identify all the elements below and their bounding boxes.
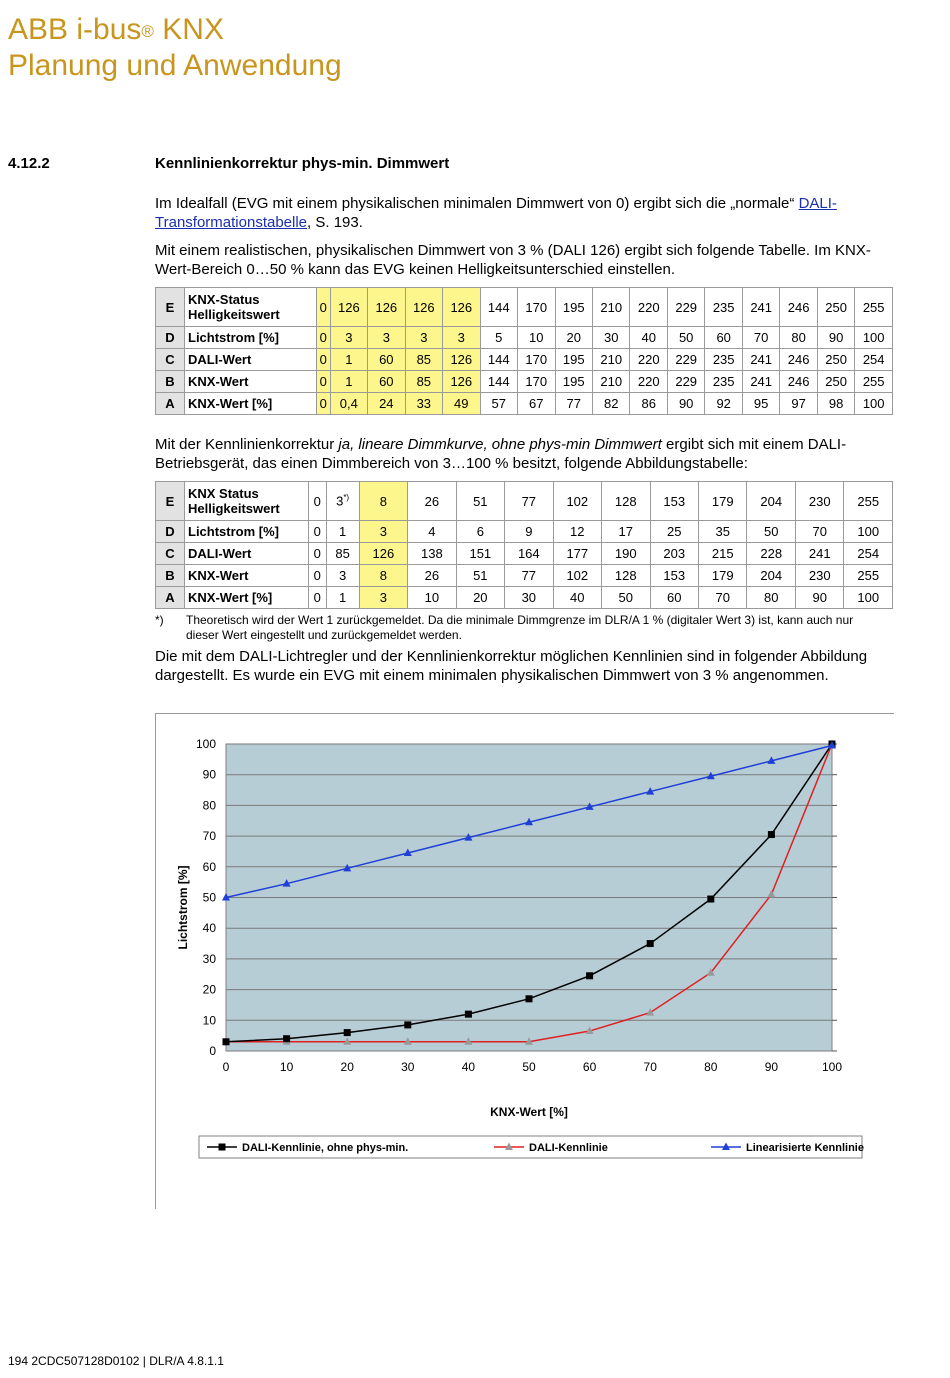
row-key: D — [156, 521, 185, 543]
table-cell: 128 — [602, 565, 650, 587]
table-cell: 250 — [817, 288, 854, 327]
row-label: KNX-Wert — [185, 565, 309, 587]
table-cell: 90 — [667, 393, 704, 415]
table-cell: 195 — [555, 349, 592, 371]
data-point — [526, 995, 533, 1002]
y-axis-label: Lichtstrom [%] — [176, 865, 190, 950]
table-cell: 3 — [368, 327, 405, 349]
y-tick-label: 40 — [202, 921, 216, 936]
table-cell: 57 — [480, 393, 517, 415]
table-cell: 246 — [780, 349, 817, 371]
table-cell: 20 — [555, 327, 592, 349]
data-point — [768, 831, 775, 838]
table-cell: 153 — [650, 482, 698, 521]
row-label: Lichtstrom [%] — [185, 327, 317, 349]
table-cell: 8 — [359, 482, 407, 521]
line-chart — [156, 714, 894, 1209]
table-cell: 220 — [630, 349, 667, 371]
table-cell: 126 — [405, 288, 442, 327]
header-subtitle: Planung und Anwendung — [8, 49, 342, 82]
table-cell: 3 — [359, 521, 407, 543]
row-label: KNX Status Helligkeitswert — [185, 482, 309, 521]
table-cell: 35 — [699, 521, 747, 543]
table-cell: 3 — [326, 565, 359, 587]
data-point — [586, 972, 593, 979]
table-cell: 230 — [795, 482, 843, 521]
table-cell: 250 — [817, 371, 854, 393]
table-cell: 229 — [667, 288, 704, 327]
table-row — [156, 371, 893, 393]
row-label: KNX-Status Helligkeitswert — [185, 288, 317, 327]
table-cell: 1 — [330, 371, 367, 393]
table-cell: 3 — [330, 327, 367, 349]
table-cell: 40 — [630, 327, 667, 349]
table-cell: 195 — [555, 371, 592, 393]
row-label: KNX-Wert [%] — [185, 393, 317, 415]
table-cell: 210 — [592, 371, 629, 393]
data-point — [707, 896, 714, 903]
table-cell: 210 — [592, 288, 629, 327]
table-cell: 241 — [742, 371, 779, 393]
table-row — [156, 288, 893, 327]
table-cell: 60 — [368, 349, 405, 371]
table-cell: 144 — [480, 349, 517, 371]
table-cell: 255 — [844, 565, 893, 587]
data-point — [223, 1038, 230, 1045]
section-title: Kennlinienkorrektur phys-min. Dimmwert — [155, 155, 450, 172]
legend-label: Linearisierte Kennlinie — [746, 1142, 864, 1154]
table-cell: 138 — [408, 543, 456, 565]
table-cell: 255 — [855, 371, 893, 393]
table-cell: 85 — [405, 371, 442, 393]
table-cell: 10 — [518, 327, 555, 349]
footnote-mark: *) — [155, 613, 164, 627]
table-cell: 204 — [747, 565, 795, 587]
table-cell: 179 — [699, 482, 747, 521]
table-cell: 250 — [817, 349, 854, 371]
table-cell: 80 — [747, 587, 795, 609]
legend-label: DALI-Kennlinie, ohne phys-min. — [242, 1142, 409, 1154]
table-cell: 228 — [747, 543, 795, 565]
table-cell: 229 — [667, 371, 704, 393]
row-key: C — [156, 543, 185, 565]
header-brand: ABB i-bus® KNX — [8, 13, 224, 46]
table-cell: 0 — [317, 371, 331, 393]
table-cell: 3 — [405, 327, 442, 349]
table-cell: 85 — [326, 543, 359, 565]
table-cell: 33 — [405, 393, 442, 415]
table-cell: 144 — [480, 371, 517, 393]
table-cell: 144 — [480, 288, 517, 327]
table-cell: 86 — [630, 393, 667, 415]
table-cell: 100 — [844, 587, 893, 609]
row-label: DALI-Wert — [185, 543, 309, 565]
table-row — [156, 393, 893, 415]
paragraph-intro: Im Idealfall (EVG mit einem physikalischen minimalen Dimmwert von 0) ergibt sich die „normale“ DALI-Transformationstabelle, S. 193. — [155, 195, 837, 231]
table-row — [156, 587, 893, 609]
table-cell: 195 — [555, 288, 592, 327]
table-cell: 80 — [780, 327, 817, 349]
table-cell: 26 — [408, 565, 456, 587]
table-cell: 0 — [309, 587, 327, 609]
row-key: E — [156, 482, 185, 521]
paragraph-realistic: Mit einem realistischen, physikalischen Dimmwert von 3 % (DALI 126) ergibt sich folgende Tabelle. Im KNX-Wert-Bereich 0…50 % kann das EVG keinen Helligkeitsunterschied einstellen. — [155, 242, 871, 278]
table-cell: 67 — [518, 393, 555, 415]
legend-marker — [219, 1144, 226, 1151]
table-cell: 126 — [368, 288, 405, 327]
y-tick-label: 90 — [202, 767, 216, 782]
table-cell: 215 — [699, 543, 747, 565]
table-cell: 97 — [780, 393, 817, 415]
table-cell: 151 — [456, 543, 504, 565]
table-cell: 30 — [505, 587, 553, 609]
table-cell: 3 — [443, 327, 480, 349]
table-cell: 177 — [553, 543, 601, 565]
y-tick-label: 100 — [195, 737, 216, 751]
table-cell: 126 — [443, 349, 480, 371]
table-cell: 1 — [326, 521, 359, 543]
data-point — [344, 1029, 351, 1036]
table-cell: 0 — [317, 393, 331, 415]
table-row — [156, 543, 893, 565]
x-tick-label: 20 — [340, 1060, 354, 1074]
table-cell: 230 — [795, 565, 843, 587]
table-cell: 17 — [602, 521, 650, 543]
y-tick-label: 0 — [209, 1044, 216, 1058]
table-cell: 255 — [855, 288, 893, 327]
row-key: A — [156, 393, 185, 415]
table-cell: 0 — [317, 349, 331, 371]
table-cell: 102 — [553, 565, 601, 587]
dali-table-link[interactable]: DALI-Transformationstabelle — [155, 195, 837, 231]
table-row — [156, 565, 893, 587]
table-cell: 164 — [505, 543, 553, 565]
table-cell: 220 — [630, 288, 667, 327]
data-point — [647, 940, 654, 947]
table-cell: 60 — [705, 327, 742, 349]
y-tick-label: 60 — [202, 859, 216, 874]
table-cell: 85 — [405, 349, 442, 371]
table-cell: 241 — [742, 349, 779, 371]
mapping-table-2 — [155, 481, 893, 609]
table-cell: 50 — [602, 587, 650, 609]
table-cell: 70 — [742, 327, 779, 349]
y-tick-label: 80 — [202, 798, 216, 813]
x-tick-label: 40 — [461, 1060, 476, 1074]
row-key: A — [156, 587, 185, 609]
table-cell: 4 — [408, 521, 456, 543]
table-cell: 128 — [602, 482, 650, 521]
row-label: DALI-Wert — [185, 349, 317, 371]
table-row — [156, 482, 893, 521]
table-cell: 190 — [602, 543, 650, 565]
table-cell: 100 — [855, 393, 893, 415]
y-tick-label: 30 — [202, 951, 216, 966]
table-cell: 60 — [650, 587, 698, 609]
table-cell: 12 — [553, 521, 601, 543]
x-tick-label: 100 — [821, 1060, 843, 1074]
table-cell: 60 — [368, 371, 405, 393]
row-key: B — [156, 371, 185, 393]
section-number: 4.12.2 — [8, 155, 50, 172]
paragraph-correction: Mit der Kennlinienkorrektur ja, lineare Dimmkurve, ohne phys-min Dimmwert ergibt sich mit einem DALI-Betriebsgerät, das einen Dimmbereich von 3…100 % besitzt, folgende Abbildungstabelle: — [155, 436, 847, 472]
table-cell: 126 — [330, 288, 367, 327]
row-key: B — [156, 565, 185, 587]
table-cell: 100 — [844, 521, 893, 543]
table-cell: 9 — [505, 521, 553, 543]
x-axis-label: KNX-Wert [%] — [490, 1105, 568, 1119]
table-row — [156, 349, 893, 371]
table-cell: 102 — [553, 482, 601, 521]
x-tick-label: 30 — [401, 1060, 415, 1074]
table-cell: 51 — [456, 482, 504, 521]
table-cell: 0 — [309, 521, 327, 543]
footnote-text: Theoretisch wird der Wert 1 zurückgemeldet. Da die minimale Dimmgrenze im DLR/A 1 % (digitaler Wert 3) ist, kann auch nur dieser Wert eingestellt und zurückgemeldet werden. — [186, 613, 854, 642]
x-tick-label: 90 — [764, 1060, 779, 1074]
y-tick-label: 50 — [202, 890, 216, 905]
table-cell: 30 — [592, 327, 629, 349]
table-cell: 3 — [359, 587, 407, 609]
x-tick-label: 10 — [279, 1060, 294, 1074]
table-cell: 1 — [326, 587, 359, 609]
table-cell: 26 — [408, 482, 456, 521]
table-cell: 50 — [747, 521, 795, 543]
row-key: D — [156, 327, 185, 349]
table-cell: 70 — [795, 521, 843, 543]
table-cell: 235 — [705, 288, 742, 327]
table-cell: 50 — [667, 327, 704, 349]
table-cell: 49 — [443, 393, 480, 415]
table-cell: 170 — [518, 288, 555, 327]
table-cell: 90 — [795, 587, 843, 609]
table-row — [156, 327, 893, 349]
row-label: KNX-Wert [%] — [185, 587, 309, 609]
table-cell: 0 — [309, 482, 327, 521]
table-cell: 246 — [780, 288, 817, 327]
x-tick-label: 60 — [582, 1060, 597, 1074]
table-cell: 220 — [630, 371, 667, 393]
legend-label: DALI-Kennlinie — [529, 1142, 608, 1154]
row-key: E — [156, 288, 185, 327]
table-cell: 70 — [699, 587, 747, 609]
table-cell: 25 — [650, 521, 698, 543]
y-tick-label: 70 — [202, 829, 216, 844]
x-tick-label: 50 — [522, 1060, 536, 1074]
table-cell: 210 — [592, 349, 629, 371]
table-cell: 235 — [705, 371, 742, 393]
x-tick-label: 80 — [704, 1060, 718, 1074]
table-cell: 51 — [456, 565, 504, 587]
table-cell: 77 — [505, 565, 553, 587]
page-footer: 194 2CDC507128D0102 | DLR/A 4.8.1.1 — [8, 1354, 224, 1368]
table-cell: 100 — [855, 327, 893, 349]
table-row — [156, 521, 893, 543]
table-cell: 170 — [518, 371, 555, 393]
table-cell: 6 — [456, 521, 504, 543]
table-cell: 20 — [456, 587, 504, 609]
y-tick-label: 10 — [202, 1013, 216, 1028]
paragraph-chart-intro: Die mit dem DALI-Lichtregler und der Kennlinienkorrektur möglichen Kennlinien sind in folgender Abbildung dargestellt. Es wurde ein EVG mit einem minimalen physikalischen Dimmwert von 3 % angenommen. — [155, 648, 868, 684]
table-cell: 229 — [667, 349, 704, 371]
table-cell: 203 — [650, 543, 698, 565]
table-cell: 98 — [817, 393, 854, 415]
table-cell: 126 — [359, 543, 407, 565]
table-cell: 3*) — [326, 482, 359, 521]
table-cell: 153 — [650, 565, 698, 587]
table-cell: 126 — [443, 371, 480, 393]
table-cell: 10 — [408, 587, 456, 609]
table-cell: 0 — [317, 327, 331, 349]
y-tick-label: 20 — [202, 982, 216, 997]
table-cell: 24 — [368, 393, 405, 415]
table-cell: 254 — [844, 543, 893, 565]
row-label: Lichtstrom [%] — [185, 521, 309, 543]
table-cell: 0 — [309, 565, 327, 587]
table-cell: 204 — [747, 482, 795, 521]
table-cell: 246 — [780, 371, 817, 393]
table-cell: 8 — [359, 565, 407, 587]
table-cell: 170 — [518, 349, 555, 371]
data-point — [404, 1021, 411, 1028]
data-point — [283, 1035, 290, 1042]
table-cell: 95 — [742, 393, 779, 415]
footnote-ref: *) — [343, 493, 350, 503]
data-point — [465, 1011, 472, 1018]
row-label: KNX-Wert — [185, 371, 317, 393]
table-cell: 0 — [317, 288, 331, 327]
row-key: C — [156, 349, 185, 371]
table-cell: 241 — [742, 288, 779, 327]
table-cell: 235 — [705, 349, 742, 371]
table-cell: 77 — [555, 393, 592, 415]
table-cell: 77 — [505, 482, 553, 521]
table-cell: 255 — [844, 482, 893, 521]
table-cell: 90 — [817, 327, 854, 349]
table-cell: 1 — [330, 349, 367, 371]
table-cell: 0,4 — [330, 393, 367, 415]
x-tick-label: 70 — [643, 1060, 657, 1074]
table-cell: 126 — [443, 288, 480, 327]
table-cell: 82 — [592, 393, 629, 415]
mapping-table-1 — [155, 287, 893, 415]
table-cell: 0 — [309, 543, 327, 565]
table-cell: 40 — [553, 587, 601, 609]
table-cell: 179 — [699, 565, 747, 587]
table-cell: 92 — [705, 393, 742, 415]
table-cell: 5 — [480, 327, 517, 349]
x-tick-label: 0 — [222, 1060, 230, 1074]
table-cell: 241 — [795, 543, 843, 565]
chart-frame — [155, 713, 894, 1209]
table-cell: 254 — [855, 349, 893, 371]
